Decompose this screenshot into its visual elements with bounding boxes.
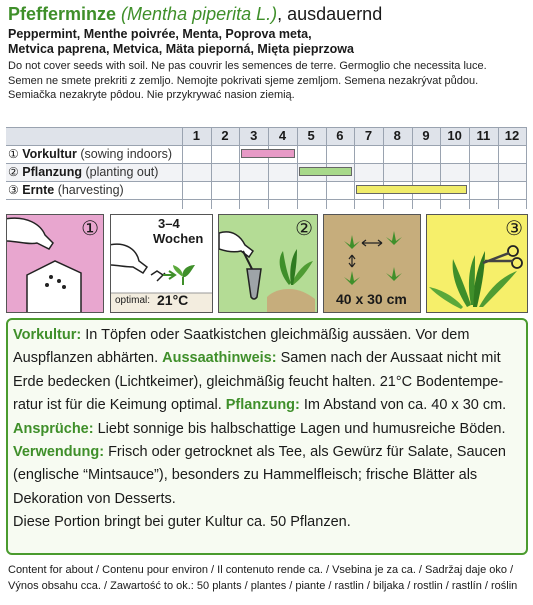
row-title-en: (sowing indoors): [80, 147, 173, 161]
product-title: [8, 4, 528, 25]
month-label-5: 5: [307, 128, 315, 143]
translated-names: [8, 27, 528, 57]
month-label-9: 9: [422, 128, 430, 143]
footer-line-2: Výnos obsahu cca. / Zawartość to ok.: 50 plants / plantes / piante / rastlin / biljaka / rostlin / rastlín / roślin: [8, 580, 518, 592]
step-1-badge: ①: [81, 218, 99, 240]
content-yield-footer: [8, 562, 528, 594]
tile-spacing: [323, 214, 421, 313]
row-title-en: (harvesting): [57, 183, 124, 197]
translated-names-line-2: Metvica paprena, Metvica, Mäta pieporná, Mięta pieprzowa: [8, 42, 354, 56]
pflanzung-text: Im Abstand von ca. 40 x 30 cm.: [299, 397, 507, 414]
product-name: Pfefferminze: [8, 4, 117, 24]
grid-line: [6, 199, 526, 200]
month-label-12: 12: [504, 128, 520, 143]
month-label-6: 6: [336, 128, 344, 143]
row-title-de: Vorkultur: [22, 147, 77, 161]
calendar-bar-pflanzung: [299, 167, 352, 176]
calendar-bar-ernte: [356, 185, 467, 194]
sowing-note-line-2: Semen ne smete prekriti z zemljo. Nemojte pokrivati sjeme zemljom. Semena nezakrývat půdou.: [8, 74, 479, 87]
step-number: ①: [8, 147, 19, 161]
step-number: ②: [8, 165, 19, 179]
tile-planting: [218, 214, 318, 313]
month-label-3: 3: [250, 128, 258, 143]
calendar-row-pflanzung: [6, 163, 526, 181]
calendar-row-label: [8, 183, 124, 197]
germination-weeks: 3–4: [158, 216, 180, 231]
row-title-en: (planting out): [85, 165, 159, 179]
cultivation-instructions: [6, 318, 528, 555]
step-2-badge: ②: [295, 218, 313, 240]
calendar-bar-vorkultur: [241, 149, 294, 158]
sowing-note-line-1: Do not cover seeds with soil. Ne pas couvrir les semences de terre. Germoglio che necessita luce.: [8, 60, 487, 72]
month-label-11: 11: [476, 128, 491, 143]
grid-line: [6, 181, 526, 182]
translated-names-line-1: Peppermint, Menthe poivrée, Menta, Poprova meta,: [8, 27, 312, 41]
sowing-notes: [8, 59, 528, 103]
aussaat-heading: Aussaathinweis:: [162, 350, 277, 367]
ansprueche-text: Liebt sonnige bis halbschattige Lagen und humusreiche Böden.: [93, 420, 506, 437]
vorkultur-text: In Töpfen oder Saatkistchen gleichmäßig aussäen. Vor dem Auspflanzen abhärten.: [13, 327, 470, 367]
tile-sowing: [6, 214, 104, 313]
footer-line-1: Content for about / Contenu pour environ / Il contenuto rende ca. / Vsebina je za ca. / Sadržaj daje oko /: [8, 564, 514, 576]
sowing-calendar: [6, 127, 526, 209]
pflanzung-heading: Pflanzung:: [225, 397, 300, 414]
vorkultur-heading: Vorkultur:: [13, 327, 82, 343]
row-title-de: Pflanzung: [22, 165, 82, 179]
month-label-10: 10: [447, 128, 462, 143]
grid-line: [526, 127, 527, 209]
tile-germination: [110, 214, 213, 313]
calendar-row-label: [8, 147, 172, 161]
month-label-8: 8: [393, 128, 401, 143]
step-number: ③: [8, 183, 19, 197]
ansprueche-heading: Ansprüche:: [13, 420, 94, 437]
month-label-7: 7: [364, 128, 373, 143]
month-label-4: 4: [278, 128, 287, 143]
germination-weeks-unit: Wochen: [153, 231, 204, 246]
step-3-badge: ③: [505, 218, 523, 240]
aussaat-text: Samen nach der Aussaat nicht mit Erde bedecken (Lichtkeimer), gleichmäßig feucht halten. 21°C Bodentemperatur ist für die Keimung optimal.: [13, 350, 504, 414]
portion-text: Diese Portion bringt bei guter Kultur ca. 50 Pflanzen.: [13, 514, 351, 531]
verwendung-heading: Verwendung:: [13, 444, 105, 461]
grid-line: [6, 145, 526, 146]
optimal-temperature: 21°C: [157, 292, 189, 308]
lifecycle-label: , ausdauernd: [277, 4, 383, 24]
calendar-row-label: [8, 165, 158, 179]
verwendung-text: Frisch oder getrocknet als Tee, als Gewürz für Salate, Saucen (englische “Mintsauce”), besonders zu Hammelfleisch; frische Blätter als Dekoration von Desserts.: [13, 444, 506, 507]
row-title-de: Ernte: [22, 183, 55, 197]
grid-line: [6, 163, 526, 164]
spacing-label: 40 x 30 cm: [336, 291, 407, 307]
latin-name: (Mentha piperita L.): [121, 4, 278, 24]
optimal-label: optimal:: [115, 295, 151, 306]
month-label-2: 2: [221, 128, 229, 143]
month-label-1: 1: [192, 128, 200, 143]
sowing-note-line-3: Semiačka nezakryte pôdou. Nie przykrywać nasion ziemią.: [8, 89, 295, 102]
tile-harvest: [426, 214, 528, 313]
